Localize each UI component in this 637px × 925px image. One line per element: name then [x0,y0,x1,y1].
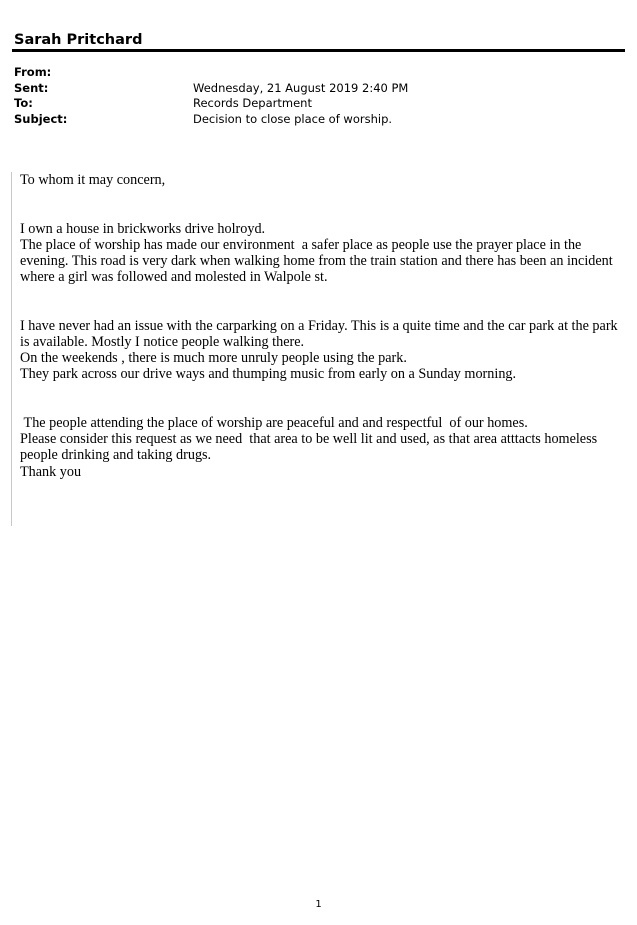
header-divider [12,49,625,52]
paragraph-1: I own a house in brickworks drive holroyd. The place of worship has made our environment a safer place as people use the prayer place in the evening. This road is very dark when walking home from the train station and there has been an incident where a girl was followed and molested in Walpole st. [20,220,613,286]
greeting: To whom it may concern, [20,172,166,188]
quote-bar [11,172,12,526]
to-label: To: [14,96,33,110]
sent-row [14,81,614,96]
subject-row [14,112,614,127]
from-row [14,65,614,80]
paragraph-spacer [20,285,620,317]
message-body [20,172,620,480]
subject-value: Decision to close place of worship. [193,111,393,126]
page-number: 1 [315,899,322,910]
paragraph-spacer [20,383,620,415]
subject-label: Subject: [14,111,68,126]
paragraph-2: I have never had an issue with the carparking on a Friday. This is a quite time and the car park at the park is available. Mostly I notice people walking there. On the weekends , there is much more unruly people using the park. They park across our drive ways and thumping music from early on a Sunday morning. [20,317,618,383]
to-value: Records Department [193,96,312,110]
paragraph-spacer [20,188,620,220]
from-label: From: [14,65,52,79]
sender-name: Sarah Pritchard [14,32,143,48]
paragraph-3: The people attending the place of worship are peaceful and and respectful of our homes. Please consider this request as we need that area to be well lit and used, as that area atttacts homeless people drinking and taking drugs. Thank you [20,415,598,480]
sent-label: Sent: [14,80,49,95]
sent-value: Wednesday, 21 August 2019 2:40 PM [193,80,409,95]
to-row [14,96,614,111]
